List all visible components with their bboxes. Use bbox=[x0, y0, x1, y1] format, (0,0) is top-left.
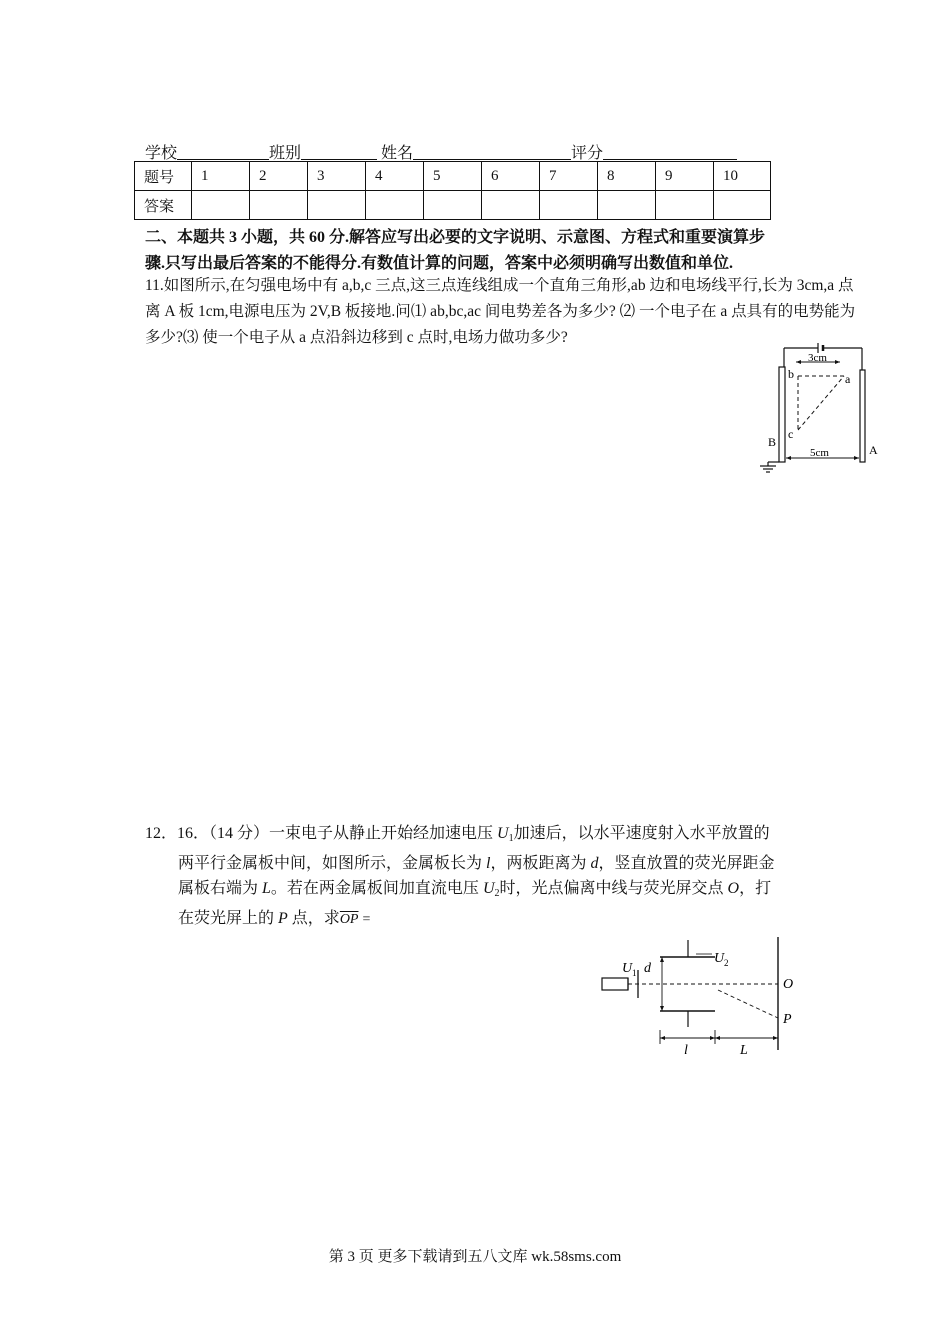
u1-sub: 1 bbox=[632, 968, 637, 978]
o-label: O bbox=[783, 977, 794, 992]
question-12 bbox=[145, 821, 925, 932]
electron-gun bbox=[602, 978, 628, 990]
L-dim-label: L bbox=[740, 1043, 748, 1058]
table-row-numbers bbox=[135, 162, 771, 191]
answer-cell[interactable] bbox=[540, 191, 598, 220]
u2-label: U bbox=[714, 951, 725, 966]
plate-b bbox=[779, 367, 785, 462]
question-number-cell: 9 bbox=[656, 162, 714, 191]
section-instructions-line2: 骤.只写出最后答案的不能得分.有数值计算的问题，答案中必须明确写出数值和单位. bbox=[145, 255, 734, 272]
question-number-cell: 4 bbox=[366, 162, 424, 191]
d-label: d bbox=[644, 961, 651, 976]
answer-cell[interactable] bbox=[714, 191, 771, 220]
answer-cell[interactable] bbox=[598, 191, 656, 220]
question-number-cell: 8 bbox=[598, 162, 656, 191]
question-number-cell: 3 bbox=[308, 162, 366, 191]
dim-3cm: 3cm bbox=[808, 352, 827, 364]
section-instructions-line1: 二、本题共 3 小题，共 60 分.解答应写出必要的文字说明、示意图、方程式和重要演算步 bbox=[145, 229, 766, 246]
point-a-label: a bbox=[845, 372, 851, 386]
score-label: 评分 bbox=[571, 145, 604, 162]
plate-b-label: B bbox=[768, 435, 777, 449]
plate-a-label: A bbox=[869, 443, 878, 457]
question-12-line1: 12．16．（14 分）一束电子从静止开始经加速电压 U1加速后，以水平速度射入水平放置的 bbox=[145, 825, 770, 844]
question-11-line1: 11.如图所示,在匀强电场中有 a,b,c 三点,这三点连线组成一个直角三角形,ab 边和电场线平行,长为 3cm,a 点 bbox=[145, 277, 854, 294]
op-segment: $\overline{OP}$ bbox=[339, 912, 359, 927]
table-row-answers bbox=[135, 191, 771, 220]
question-number-cell: 5 bbox=[424, 162, 482, 191]
section-instructions bbox=[145, 225, 765, 277]
question-11-line2: 离 A 板 1cm,电源电压为 2V,B 板接地.问⑴ ab,bc,ac 间电势差各为多少? ⑵ 一个电子在 a 点具有的电势能为 bbox=[145, 303, 856, 320]
p-label: P bbox=[783, 1012, 792, 1027]
figure-q12-deflection bbox=[600, 932, 810, 1060]
score-blank[interactable] bbox=[603, 143, 737, 160]
point-c-label: c bbox=[788, 427, 794, 441]
row-label-answer: 答案 bbox=[135, 191, 192, 220]
question-number-cell: 10 bbox=[714, 162, 771, 191]
answer-cell[interactable] bbox=[482, 191, 540, 220]
question-number-cell: 1 bbox=[192, 162, 250, 191]
question-12-line2: 两平行金属板中间，如图所示，金属板长为 l，两板距离为 d，竖直放置的荧光屏距金 bbox=[178, 855, 775, 872]
question-11-line3: 多少?⑶ 使一个电子从 a 点沿斜边移到 c 点时,电场力做功多少? bbox=[145, 329, 568, 346]
name-blank[interactable] bbox=[413, 143, 571, 160]
school-blank[interactable] bbox=[177, 143, 269, 160]
question-number-cell: 2 bbox=[250, 162, 308, 191]
u2-sub: 2 bbox=[724, 958, 729, 968]
dim-5cm: 5cm bbox=[810, 447, 829, 459]
question-number-cell: 6 bbox=[482, 162, 540, 191]
class-label: 班别 bbox=[269, 145, 302, 162]
answer-cell[interactable] bbox=[366, 191, 424, 220]
answer-cell[interactable] bbox=[250, 191, 308, 220]
name-label: 姓名 bbox=[381, 145, 414, 162]
answer-cell[interactable] bbox=[192, 191, 250, 220]
question-12-line4: 在荧光屏上的 P 点，求$\overline{OP}$ = bbox=[178, 910, 371, 927]
row-label-number: 题号 bbox=[135, 162, 192, 191]
u1-label: U bbox=[622, 961, 633, 976]
answer-cell[interactable] bbox=[308, 191, 366, 220]
answer-cell[interactable] bbox=[424, 191, 482, 220]
point-b-label: b bbox=[788, 367, 794, 381]
plate-a bbox=[860, 370, 865, 462]
info-header bbox=[145, 140, 737, 163]
question-12-line3: 属板右端为 L。若在两金属板间加直流电压 U2时，光点偏离中线与荧光屏交点 O，打 bbox=[178, 880, 772, 899]
school-label: 学校 bbox=[145, 145, 178, 162]
answer-cell[interactable] bbox=[656, 191, 714, 220]
page-footer: 第 3 页 更多下载请到五八文库 wk.58sms.com bbox=[328, 1249, 622, 1265]
figure-q11-electric-field bbox=[750, 340, 890, 475]
class-blank[interactable] bbox=[301, 143, 377, 160]
answer-table bbox=[134, 161, 771, 220]
l-dim-label: l bbox=[684, 1043, 688, 1058]
question-number-cell: 7 bbox=[540, 162, 598, 191]
